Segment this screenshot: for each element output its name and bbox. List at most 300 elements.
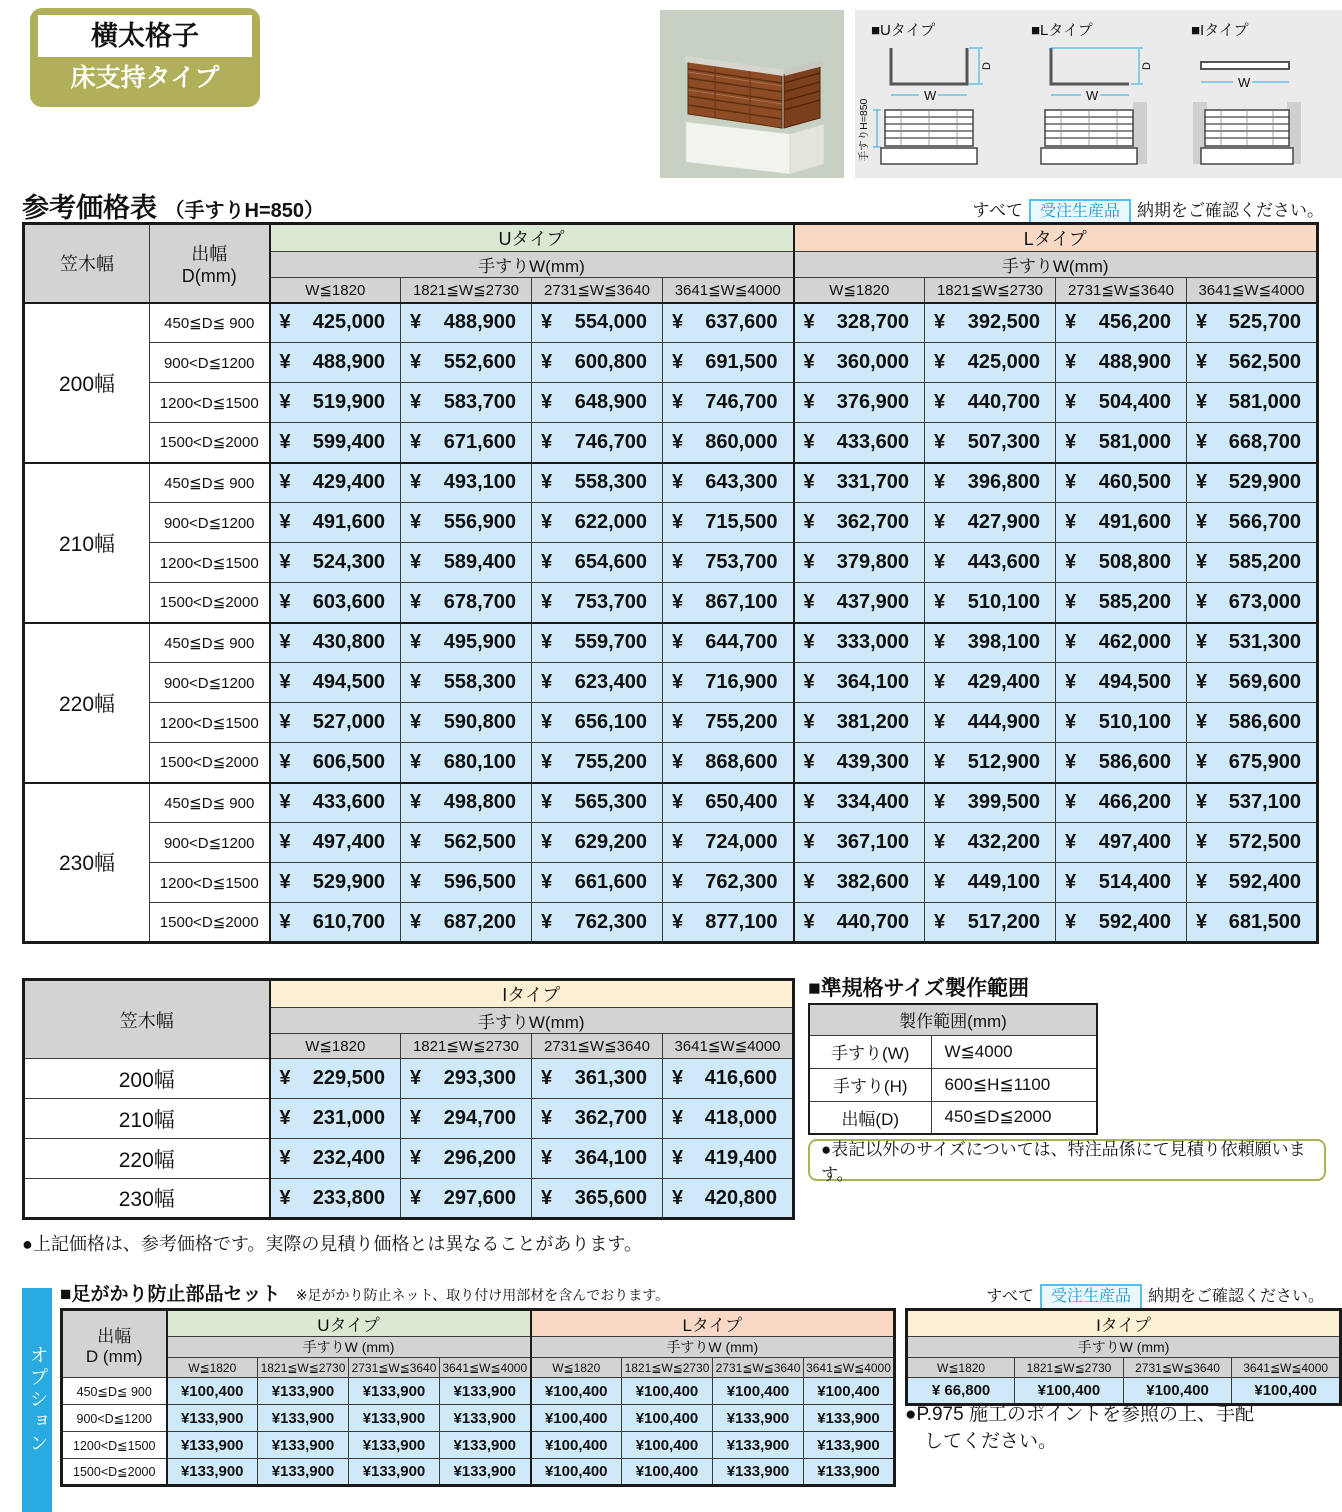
order-note-suffix: 納期をご確認ください。 [1147,1288,1324,1305]
w-range-header: W≦1820 [270,1034,401,1059]
price-cell [925,623,1056,663]
price-value: 610,700 [312,910,385,933]
price-value: 491,600 [312,511,385,533]
price-cell [663,423,794,463]
yen-symbol: ¥ [541,671,553,693]
price-row [24,343,1318,383]
yen-symbol: ¥ [279,311,291,334]
price-value: 498,800 [443,791,516,814]
option-price-cell: ¥133,900 [349,1459,440,1486]
price-value: 420,800 [704,1186,777,1209]
price-value: 232,400 [312,1147,385,1169]
price-cell [925,703,1056,743]
price-row [24,423,1318,463]
price-cell [925,543,1056,583]
price-cell [270,1179,401,1219]
yen-symbol: ¥ [541,791,553,814]
price-value: 399,500 [967,791,1040,814]
price-cell [925,743,1056,783]
option-price-cell: ¥133,900 [258,1432,349,1459]
price-cell [401,583,532,623]
d-range-cell: 1500<D≦2000 [150,903,270,943]
yen-symbol: ¥ [1196,750,1208,773]
price-value: 392,500 [967,311,1040,334]
yen-symbol: ¥ [672,750,684,773]
price-value: 656,100 [574,711,647,733]
price-value: 493,100 [443,471,516,494]
yen-symbol: ¥ [1065,471,1077,494]
d-range-cell: 1200<D≦1500 [62,1432,167,1459]
yen-symbol: ¥ [279,1067,291,1089]
price-value: 585,200 [1228,551,1301,573]
price-cell [1187,743,1318,783]
kasagi-width-cell: 200幅 [24,1059,270,1099]
price-value: 497,400 [1098,831,1171,853]
price-value: 433,600 [312,791,385,814]
yen-symbol: ¥ [1065,351,1077,373]
price-cell [794,743,925,783]
w-range-header: 3641≦W≦4000 [663,278,794,303]
price-value: 755,200 [574,750,647,773]
yen-symbol: ¥ [279,631,291,654]
price-cell [663,823,794,863]
yen-symbol: ¥ [541,910,553,933]
yen-symbol: ¥ [803,551,815,573]
l-type-header: Lタイプ [531,1310,895,1337]
tesuri-w-header: 手すりW(mm) [270,252,794,278]
price-cell [532,583,663,623]
w-range-header: 1821≦W≦2730 [401,1034,532,1059]
price-value: 466,200 [1098,791,1171,814]
yen-symbol: ¥ [1196,551,1208,573]
price-cell [401,383,532,423]
order-note-suffix: 納期をご確認ください。 [1137,201,1324,220]
yen-symbol: ¥ [1196,711,1208,733]
price-value: 433,600 [836,430,909,453]
price-value: 418,000 [704,1107,777,1129]
yen-symbol: ¥ [541,1107,553,1129]
option-price-cell: ¥133,900 [713,1432,804,1459]
price-value: 497,400 [312,831,385,853]
price-value: 644,700 [705,631,778,654]
price-value: 328,700 [836,311,909,334]
kasagi-width-cell: 230幅 [24,1179,270,1219]
price-value: 583,700 [443,391,516,413]
yen-symbol: ¥ [672,1107,684,1129]
d-range-cell: 450≦D≦ 900 [150,463,270,503]
price-cell [1056,863,1187,903]
w-range-header: W≦1820 [167,1358,258,1378]
yen-symbol: ¥ [934,791,946,814]
w-dimension-label: W [924,88,937,103]
yen-symbol: ¥ [1196,391,1208,413]
yen-symbol: ¥ [934,551,946,573]
price-value: 365,600 [574,1186,647,1209]
price-value: 443,600 [967,551,1040,573]
d-range-cell: 450≦D≦ 900 [150,623,270,663]
price-cell [532,663,663,703]
price-value: 508,800 [1098,551,1171,573]
price-cell [270,823,401,863]
yen-symbol: ¥ [672,430,684,453]
order-note-prefix: すべて [986,1288,1034,1305]
price-cell [1056,703,1187,743]
price-value: 449,100 [967,871,1040,893]
price-cell [532,863,663,903]
price-cell [1187,303,1318,343]
price-cell [532,743,663,783]
yen-symbol: ¥ [410,511,422,533]
price-value: 334,400 [836,791,909,814]
price-cell [401,1099,532,1139]
yen-symbol: ¥ [279,1107,291,1129]
option-heading [60,1279,669,1306]
w-range-header: 2731≦W≦3640 [1123,1358,1232,1378]
price-value: 437,900 [836,590,909,613]
price-cell [794,543,925,583]
price-value: 648,900 [574,391,647,413]
order-production-note [986,1283,1324,1310]
price-value: 762,300 [705,871,778,893]
price-cell [925,823,1056,863]
price-cell [270,343,401,383]
price-row [24,383,1318,423]
price-value: 531,300 [1228,631,1301,654]
yen-symbol: ¥ [672,671,684,693]
price-value: 724,000 [705,831,778,853]
yen-symbol: ¥ [410,430,422,453]
price-cell [663,743,794,783]
w-range-header: 1821≦W≦2730 [1015,1358,1124,1378]
price-cell [925,663,1056,703]
price-cell [401,1059,532,1099]
yen-symbol: ¥ [410,671,422,693]
yen-symbol: ¥ [803,910,815,933]
price-value: 569,600 [1228,671,1301,693]
type-header-row [24,980,794,1008]
price-value: 430,800 [312,631,385,654]
yen-symbol: ¥ [279,1186,291,1209]
price-cell [925,503,1056,543]
price-cell [401,663,532,703]
spec-range-heading: ■準規格サイズ製作範囲 [808,977,1030,1000]
dehaba-header-line1: 出幅 [191,243,228,264]
option-price-cell: ¥133,900 [258,1378,349,1405]
price-cell [532,343,663,383]
yen-symbol: ¥ [279,590,291,613]
w-range-header: W≦1820 [270,278,401,303]
price-value: 877,100 [705,910,778,933]
price-cell [663,703,794,743]
price-value: 381,200 [836,711,909,733]
price-cell [794,663,925,703]
price-cell [1187,903,1318,943]
d-range-cell: 1200<D≦1500 [150,863,270,903]
price-cell [1187,543,1318,583]
price-cell [401,823,532,863]
option-price-cell: ¥100,400 [531,1459,622,1486]
price-value: 419,400 [704,1147,777,1169]
price-cell [794,583,925,623]
main-table-body [24,303,1318,943]
price-cell [1056,543,1187,583]
d-dimension-label: D [1141,62,1153,70]
price-row [24,863,1318,903]
yen-symbol: ¥ [1065,430,1077,453]
price-cell [270,903,401,943]
yen-symbol: ¥ [410,351,422,373]
price-value: 488,900 [443,311,516,334]
price-cell [270,703,401,743]
price-row [24,743,1318,783]
yen-symbol: ¥ [803,871,815,893]
yen-symbol: ¥ [1065,631,1077,654]
main-price-table [22,222,1319,944]
badge-title: 横太格子 [38,15,252,57]
w-range-header: W≦1820 [531,1358,622,1378]
i-type-price-table [22,978,795,1220]
price-value: 529,900 [1228,471,1301,494]
option-price-row [907,1378,1341,1405]
price-cell [794,383,925,423]
price-cell [532,543,663,583]
l-type-diagram-label: ■Lタイプ [1031,22,1093,39]
yen-symbol: ¥ [934,351,946,373]
construction-note-line1: ●P.975 施工のポイントを参照の上、手配 [905,1404,1254,1425]
yen-symbol: ¥ [279,831,291,853]
price-cell [401,343,532,383]
yen-symbol: ¥ [279,430,291,453]
price-value: 367,100 [836,831,909,853]
yen-symbol: ¥ [803,351,815,373]
price-value: 590,800 [443,711,516,733]
price-row [24,543,1318,583]
price-cell [1056,623,1187,663]
price-value: 229,500 [312,1067,385,1089]
w-range-header: 1821≦W≦2730 [622,1358,713,1378]
yen-symbol: ¥ [410,791,422,814]
price-value: 623,400 [574,671,647,693]
yen-symbol: ¥ [934,430,946,453]
l-type-front-view [1041,102,1147,164]
spec-row [809,1035,1097,1068]
yen-symbol: ¥ [410,471,422,494]
yen-symbol: ¥ [541,871,553,893]
price-cell [401,1179,532,1219]
option-price-row [62,1405,895,1432]
yen-symbol: ¥ [279,551,291,573]
yen-symbol: ¥ [934,631,946,654]
price-value: 559,700 [574,631,647,654]
price-cell [925,383,1056,423]
yen-symbol: ¥ [803,631,815,654]
option-price-cell: ¥133,900 [167,1459,258,1486]
price-cell [663,1139,794,1179]
price-cell [1056,743,1187,783]
price-cell [532,1139,663,1179]
price-cell [270,1139,401,1179]
price-value: 673,000 [1228,590,1301,613]
price-value: 512,900 [967,750,1040,773]
price-cell [1187,383,1318,423]
option-price-cell: ¥100,400 [531,1405,622,1432]
price-value: 416,600 [704,1067,777,1089]
yen-symbol: ¥ [541,551,553,573]
yen-symbol: ¥ [410,311,422,334]
price-value: 596,500 [443,871,516,893]
yen-symbol: ¥ [934,391,946,413]
price-value: 746,700 [705,391,778,413]
price-cell [532,623,663,663]
price-row [24,1059,794,1099]
yen-symbol: ¥ [541,351,553,373]
option-price-row [62,1459,895,1486]
price-cell [401,503,532,543]
w-range-header: 3641≦W≦4000 [1187,278,1318,303]
price-row [24,1139,794,1179]
price-cell [663,1179,794,1219]
option-price-cell: ¥100,400 [622,1459,713,1486]
height-dimension-label: 手すりH=850 [858,98,870,162]
w-dimension-label: W [1086,88,1099,103]
price-row [24,583,1318,623]
price-cell [925,303,1056,343]
price-value: 361,300 [574,1067,647,1089]
yen-symbol: ¥ [803,471,815,494]
yen-symbol: ¥ [934,831,946,853]
price-value: 360,000 [836,351,909,373]
price-cell [925,423,1056,463]
price-value: 444,900 [967,711,1040,733]
option-price-cell: ¥133,900 [258,1405,349,1432]
price-value: 527,000 [312,711,385,733]
yen-symbol: ¥ [410,1107,422,1129]
price-cell [663,303,794,343]
dehaba-header-line2: D (mm) [85,1346,143,1366]
type-header-row [62,1310,895,1337]
yen-symbol: ¥ [672,590,684,613]
price-value: 488,900 [312,351,385,373]
option-price-cell: ¥133,900 [713,1459,804,1486]
yen-symbol: ¥ [279,711,291,733]
price-value: 586,600 [1228,711,1301,733]
price-cell [1056,423,1187,463]
d-range-cell: 1200<D≦1500 [150,703,270,743]
spec-label: 手すり(W) [809,1035,931,1068]
price-value: 654,600 [574,551,647,573]
price-cell [663,383,794,423]
yen-symbol: ¥ [1196,671,1208,693]
yen-symbol: ¥ [541,831,553,853]
option-ul-body [62,1378,895,1486]
price-cell [270,303,401,343]
price-cell [1187,503,1318,543]
yen-symbol: ¥ [541,430,553,453]
yen-symbol: ¥ [672,791,684,814]
price-cell [663,903,794,943]
option-heading-note: ※足がかり防止ネット、取り付け用部材を含んでおります。 [295,1287,670,1303]
yen-symbol: ¥ [410,711,422,733]
spec-value: W≦4000 [931,1035,1097,1068]
price-value: 517,200 [967,910,1040,933]
price-value: 585,200 [1098,590,1171,613]
price-value: 529,900 [312,871,385,893]
option-heading-title: ■足がかり防止部品セット [60,1284,281,1305]
i-type-header: Iタイプ [907,1310,1341,1337]
option-price-cell: ¥133,900 [349,1405,440,1432]
d-range-cell: 900<D≦1200 [150,663,270,703]
price-value: 715,500 [705,511,778,533]
price-value: 510,100 [967,590,1040,613]
price-row [24,503,1318,543]
price-cell [1187,623,1318,663]
d-range-cell: 450≦D≦ 900 [150,303,270,343]
w-range-header: 2731≦W≦3640 [349,1358,440,1378]
price-cell [663,503,794,543]
price-cell [401,303,532,343]
yen-symbol: ¥ [672,711,684,733]
price-row [24,783,1318,823]
yen-symbol: ¥ [410,1186,422,1209]
price-value: 293,300 [443,1067,516,1089]
u-type-diagram-label: ■Uタイプ [871,22,936,39]
product-type-badge [30,8,260,107]
type-header-row [24,224,1318,252]
price-value: 439,300 [836,750,909,773]
yen-symbol: ¥ [803,831,815,853]
price-cell [532,823,663,863]
price-cell [532,1179,663,1219]
price-cell [794,903,925,943]
price-value: 753,700 [574,590,647,613]
option-price-cell: ¥133,900 [258,1459,349,1486]
option-price-cell: ¥ 66,800 [907,1378,1015,1405]
price-cell [794,303,925,343]
price-row [24,303,1318,343]
yen-symbol: ¥ [410,391,422,413]
yen-symbol: ¥ [1065,750,1077,773]
option-price-cell: ¥100,400 [1232,1378,1341,1405]
price-cell [401,783,532,823]
price-value: 860,000 [705,430,778,453]
price-cell [1056,823,1187,863]
option-price-cell: ¥133,900 [804,1459,895,1486]
price-cell [925,463,1056,503]
price-value: 364,100 [836,671,909,693]
yen-symbol: ¥ [672,391,684,413]
yen-symbol: ¥ [803,590,815,613]
price-value: 661,600 [574,871,647,893]
price-cell [401,623,532,663]
price-value: 762,300 [574,910,647,933]
yen-symbol: ¥ [410,590,422,613]
price-cell [794,703,925,743]
w-range-header: 3641≦W≦4000 [440,1358,531,1378]
dehaba-header-line2: D(mm) [181,265,237,286]
price-cell [1056,463,1187,503]
option-price-cell: ¥100,400 [622,1378,713,1405]
option-price-cell: ¥100,400 [531,1378,622,1405]
yen-symbol: ¥ [1196,871,1208,893]
yen-symbol: ¥ [279,671,291,693]
option-price-cell: ¥100,400 [167,1378,258,1405]
price-value: 629,200 [574,831,647,853]
price-value: 491,600 [1098,511,1171,533]
i-type-front-view [1193,102,1301,164]
price-cell [1056,503,1187,543]
price-cell [663,1099,794,1139]
yen-symbol: ¥ [803,391,815,413]
